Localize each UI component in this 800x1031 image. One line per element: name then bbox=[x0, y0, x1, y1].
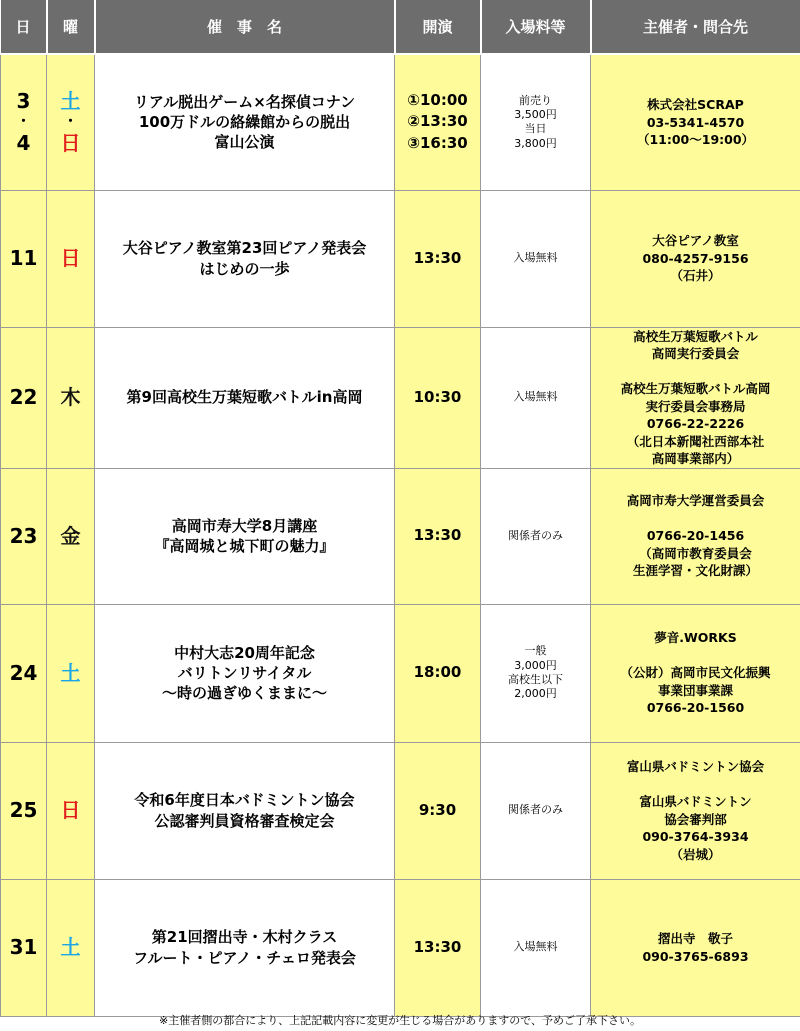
admission-fee: 関係者のみ bbox=[508, 803, 563, 817]
organizer-cell bbox=[591, 604, 800, 742]
event-cell bbox=[95, 190, 395, 327]
organizer-contact: 大谷ピアノ教室 080-4257-9156 （石井） bbox=[642, 233, 749, 284]
time-cell bbox=[395, 190, 481, 327]
day-number bbox=[1, 246, 46, 271]
event-name: 令和6年度日本バドミントン協会 公認審判員資格審査検定会 bbox=[134, 791, 355, 830]
weekday-cell bbox=[47, 190, 95, 327]
weekday-part: 日 bbox=[60, 246, 81, 270]
start-time: 18:00 bbox=[413, 663, 462, 682]
day-cell bbox=[1, 604, 47, 742]
day-part: 31 bbox=[9, 935, 38, 959]
event-name: 大谷ピアノ教室第23回ピアノ発表会 はじめの一歩 bbox=[122, 239, 367, 278]
event-name: 高岡市寿大学8月講座 『高岡城と城下町の魅力』 bbox=[154, 516, 335, 555]
weekday bbox=[47, 798, 94, 823]
table-row bbox=[1, 742, 800, 879]
weekday-cell bbox=[47, 468, 95, 604]
event-cell bbox=[95, 742, 395, 879]
weekday bbox=[47, 524, 94, 549]
weekday bbox=[47, 935, 94, 960]
day-number bbox=[1, 935, 46, 960]
organizer-cell bbox=[591, 468, 800, 604]
time-cell bbox=[395, 879, 481, 1016]
day-part: 25 bbox=[9, 798, 38, 822]
weekday-cell bbox=[47, 879, 95, 1016]
day-part: 11 bbox=[9, 246, 38, 270]
weekday-part: 金 bbox=[60, 523, 81, 548]
fee-cell bbox=[481, 327, 591, 468]
day-part: ・ bbox=[16, 113, 31, 130]
table-row bbox=[1, 54, 800, 190]
admission-fee: 一般 3,000円 高校生以下 2,000円 bbox=[508, 644, 563, 701]
admission-fee: 前売り 3,500円 当日 3,800円 bbox=[514, 93, 557, 150]
day-cell bbox=[1, 190, 47, 327]
table-row bbox=[1, 468, 800, 604]
organizer-contact: 摺出寺 敬子 090-3765-6893 bbox=[642, 931, 749, 964]
admission-fee: 入場無料 bbox=[513, 251, 558, 265]
fee-cell bbox=[481, 604, 591, 742]
time-cell bbox=[395, 742, 481, 879]
fee-cell bbox=[481, 879, 591, 1016]
organizer-contact: 株式会社SCRAP 03-5341-4570 （11:00～19:00） bbox=[636, 97, 755, 147]
weekday-cell bbox=[47, 742, 95, 879]
day-part: 4 bbox=[16, 131, 31, 155]
start-time: 9:30 bbox=[418, 800, 457, 819]
time-cell bbox=[395, 468, 481, 604]
event-name: 第21回摺出寺・木村クラス フルート・ピアノ・チェロ発表会 bbox=[133, 928, 356, 967]
organizer-contact: 高校生万葉短歌バトル 高岡実行委員会 高校生万葉短歌バトル高岡 実行委員会事務局 0766-22-2226 （北日本新聞社西部本社 高岡事業部内） bbox=[620, 328, 771, 466]
event-cell bbox=[95, 468, 395, 604]
table-row bbox=[1, 604, 800, 742]
day-number bbox=[1, 524, 46, 549]
day-cell bbox=[1, 742, 47, 879]
header-row bbox=[1, 0, 800, 54]
weekday bbox=[47, 89, 94, 157]
weekday-cell bbox=[47, 54, 95, 190]
weekday bbox=[47, 661, 94, 686]
organizer-contact: 夢音.WORKS （公財）高岡市民文化振興 事業団事業課 0766-20-1560 bbox=[620, 630, 771, 716]
weekday-part: 日 bbox=[60, 131, 81, 155]
organizer-cell bbox=[591, 742, 800, 879]
admission-fee: 入場無料 bbox=[513, 390, 558, 404]
time-cell bbox=[395, 327, 481, 468]
header-fee: 入場料等 bbox=[481, 0, 591, 54]
weekday bbox=[47, 385, 94, 410]
table-row bbox=[1, 190, 800, 327]
organizer-cell bbox=[591, 879, 800, 1016]
fee-cell bbox=[481, 54, 591, 190]
event-name: 第9回高校生万葉短歌バトルin高岡 bbox=[126, 388, 363, 407]
day-number bbox=[1, 661, 46, 686]
weekday-cell bbox=[47, 604, 95, 742]
admission-fee: 入場無料 bbox=[513, 940, 558, 954]
organizer-cell bbox=[591, 327, 800, 468]
weekday-part: 日 bbox=[60, 798, 81, 822]
weekday-part: ・ bbox=[63, 113, 78, 130]
header-day: 日 bbox=[1, 0, 47, 54]
weekday-part: 土 bbox=[60, 660, 81, 685]
day-cell bbox=[1, 879, 47, 1016]
weekday-part: 土 bbox=[60, 88, 81, 113]
table-row bbox=[1, 327, 800, 468]
weekday-cell bbox=[47, 327, 95, 468]
weekday bbox=[47, 246, 94, 271]
event-name: 中村大志20周年記念 バリトンリサイタル ～時の過ぎゆくままに～ bbox=[161, 643, 327, 703]
start-time: 13:30 bbox=[413, 526, 462, 545]
event-cell bbox=[95, 604, 395, 742]
admission-fee: 関係者のみ bbox=[508, 528, 563, 542]
organizer-contact: 富山県バドミントン協会 富山県バドミントン 協会審判部 090-3764-3934 （岩城） bbox=[626, 759, 765, 862]
day-part: 23 bbox=[9, 523, 38, 548]
event-name: リアル脱出ゲーム×名探偵コナン 100万ドルの絡繰館からの脱出 富山公演 bbox=[133, 92, 356, 152]
header-organizer: 主催者・問合先 bbox=[591, 0, 800, 54]
day-cell bbox=[1, 327, 47, 468]
table-row bbox=[1, 879, 800, 1016]
time-cell bbox=[395, 604, 481, 742]
day-cell bbox=[1, 54, 47, 190]
start-time: 13:30 bbox=[413, 248, 462, 267]
day-part: 24 bbox=[9, 660, 38, 685]
organizer-cell bbox=[591, 54, 800, 190]
header-event: 催 事 名 bbox=[95, 0, 395, 54]
day-part: 22 bbox=[9, 385, 38, 409]
event-cell bbox=[95, 879, 395, 1016]
day-number bbox=[1, 385, 46, 410]
fee-cell bbox=[481, 190, 591, 327]
fee-cell bbox=[481, 468, 591, 604]
day-part: 3 bbox=[16, 88, 31, 113]
fee-cell bbox=[481, 742, 591, 879]
start-time: ①10:00 ②13:30 ③16:30 bbox=[407, 90, 468, 153]
header-weekday: 曜 bbox=[47, 0, 95, 54]
weekday-part: 土 bbox=[60, 935, 81, 959]
footnote: ※主催者側の都合により、上記記載内容に変更が生じる場合がありますので、予めご了承下さい。 bbox=[159, 1014, 641, 1027]
day-number bbox=[1, 89, 46, 157]
event-cell bbox=[95, 54, 395, 190]
organizer-cell bbox=[591, 190, 800, 327]
organizer-contact: 高岡市寿大学運営委員会 0766-20-1456 （高岡市教育委員会 生涯学習・文化財課） bbox=[626, 493, 765, 579]
day-number bbox=[1, 798, 46, 823]
start-time: 10:30 bbox=[413, 387, 462, 406]
start-time: 13:30 bbox=[413, 937, 462, 956]
day-cell bbox=[1, 468, 47, 604]
header-start: 開演 bbox=[395, 0, 481, 54]
event-cell bbox=[95, 327, 395, 468]
time-cell bbox=[395, 54, 481, 190]
weekday-part: 木 bbox=[60, 385, 81, 409]
